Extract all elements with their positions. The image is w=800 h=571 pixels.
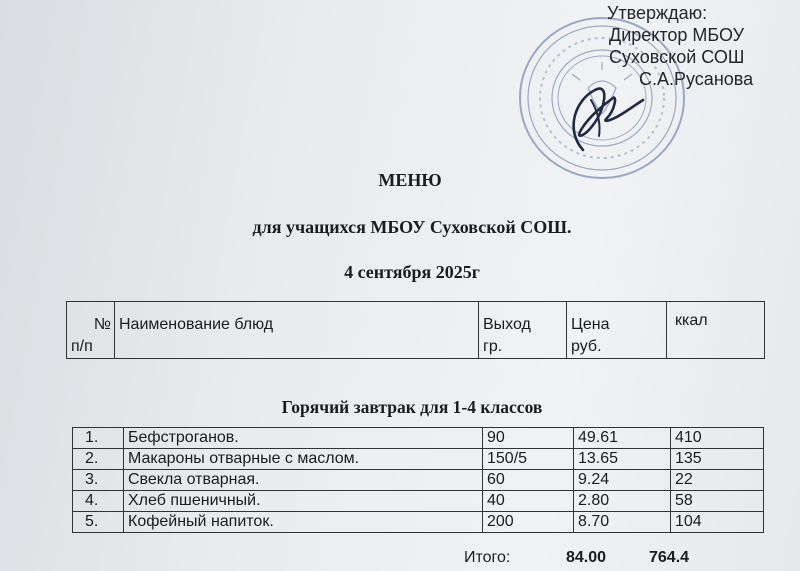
item-num: 2.: [73, 449, 124, 470]
header-price-line1: Цена: [571, 316, 610, 333]
total-kcal: 764.4: [649, 549, 690, 566]
item-num: 5.: [73, 512, 124, 533]
item-name: Свекла отварная.: [124, 470, 483, 491]
item-name: Хлеб пшеничный.: [124, 491, 483, 512]
menu-date: 4 сентября 2025г: [344, 262, 480, 282]
approval-heading: Утверждаю:: [607, 3, 708, 23]
item-kcal: 104: [671, 512, 764, 533]
item-name: Кофейный напиток.: [124, 512, 483, 533]
total-label: Итого:: [464, 549, 511, 566]
item-weight: 60: [483, 470, 574, 491]
table-row: [73, 428, 764, 449]
header-kcal-label: ккал: [675, 312, 708, 329]
header-cell-price: [567, 302, 667, 359]
table-row: [73, 491, 764, 512]
header-weight-line1: Выход: [483, 316, 531, 333]
header-name-label: Наименование блюд: [119, 316, 274, 333]
header-price-line2: руб.: [571, 338, 602, 355]
approval-block: [607, 2, 753, 90]
item-num: 4.: [73, 491, 124, 512]
item-name: Бефстроганов.: [124, 428, 483, 449]
item-kcal: 410: [671, 428, 764, 449]
item-price: 13.65: [574, 449, 671, 470]
item-weight: 150/5: [483, 449, 574, 470]
header-weight-line2: гр.: [483, 338, 503, 355]
header-cell-kcal: [667, 302, 765, 359]
menu-header-table: [66, 301, 765, 359]
header-num-line2: п/п: [71, 338, 93, 355]
table-row: [73, 449, 764, 470]
item-price: 9.24: [574, 470, 671, 491]
item-price: 8.70: [574, 512, 671, 533]
table-row: [73, 470, 764, 491]
header-num-line1: №: [93, 316, 111, 333]
approval-school: Суховской СОШ: [609, 47, 745, 67]
header-cell-num: [67, 302, 115, 359]
item-kcal: 22: [671, 470, 764, 491]
item-price: 49.61: [574, 428, 671, 449]
menu-items-table: [72, 427, 764, 533]
item-weight: 40: [483, 491, 574, 512]
approval-director-name: С.А.Русанова: [639, 69, 754, 89]
item-num: 1.: [73, 428, 124, 449]
item-weight: 200: [483, 512, 574, 533]
total-price: 84.00: [566, 549, 607, 566]
table-row: [73, 512, 764, 533]
item-kcal: 58: [671, 491, 764, 512]
item-weight: 90: [483, 428, 574, 449]
item-name: Макароны отварные с маслом.: [124, 449, 483, 470]
item-num: 3.: [73, 470, 124, 491]
header-cell-name: [115, 302, 479, 359]
item-kcal: 135: [671, 449, 764, 470]
section-title: Горячий завтрак для 1-4 классов: [281, 397, 543, 417]
header-cell-weight: [479, 302, 567, 359]
approval-position: Директор МБОУ: [609, 25, 745, 45]
document-subtitle: для учащихся МБОУ Суховской СОШ.: [252, 217, 572, 237]
document-title: МЕНЮ: [378, 170, 442, 190]
item-price: 2.80: [574, 491, 671, 512]
